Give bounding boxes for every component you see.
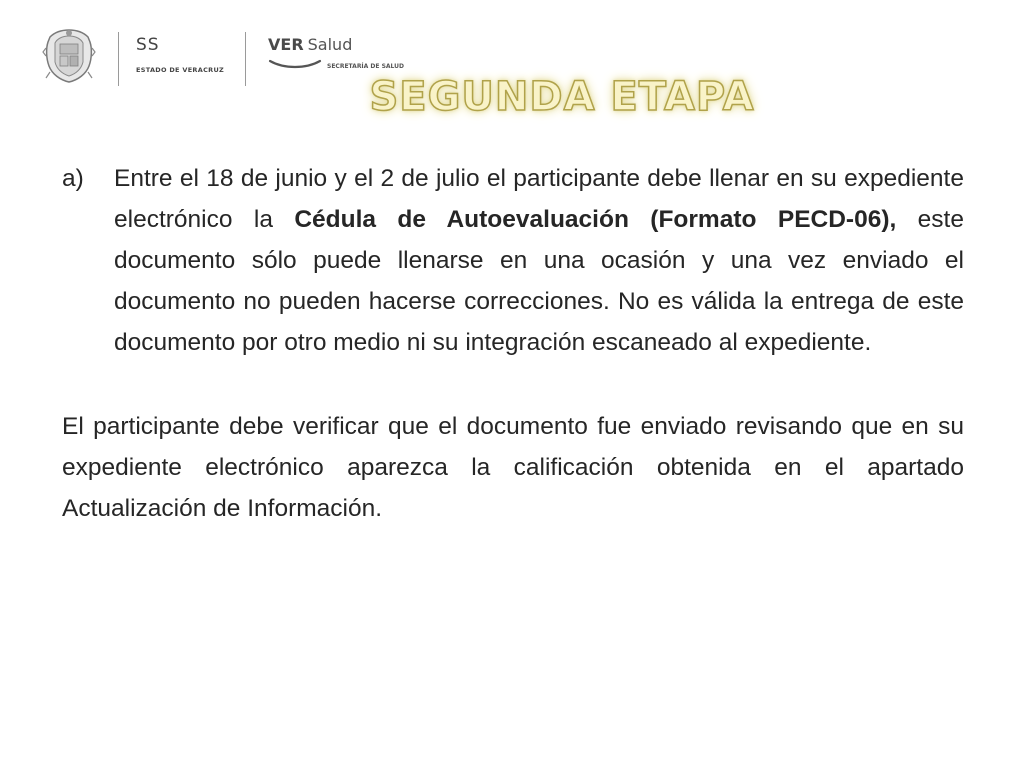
ver-salud-logo xyxy=(268,35,404,70)
slide-body xyxy=(62,158,964,529)
ss-logo xyxy=(136,36,224,74)
list-item-bold-text: Cédula de Autoevaluación (Formato PECD-06), xyxy=(294,206,897,233)
list-item-text xyxy=(114,165,964,356)
ss-logo-subtitle: ESTADO DE VERACRUZ xyxy=(136,66,225,74)
list-item xyxy=(62,158,964,363)
ss-logo-title: SS xyxy=(136,35,160,55)
ver-logo-strong: VER xyxy=(268,35,304,54)
list-item-text-part: Entre el 18 de junio y el 2 de julio el participante debe llenar en su expediente electrónico la xyxy=(114,165,964,233)
page-title: SEGUNDA ETAPA xyxy=(369,74,755,120)
ver-salud-logo-title xyxy=(268,36,398,54)
ver-logo-light: Salud xyxy=(307,35,353,54)
list-marker: a) xyxy=(62,165,84,192)
swoosh-icon xyxy=(268,58,324,70)
list-item-text-part: este documento sólo puede llenarse en una ocasión y una vez enviado el documento no pueden hacerse correcciones. No es válida la entrega de este documento por otro medio ni su integración escaneado al expediente. xyxy=(114,206,964,356)
body-paragraph: El participante debe verificar que el documento fue enviado revisando que en su expediente electrónico aparezca la calificación obtenida en el apartado Actualización de Información. xyxy=(62,413,964,522)
ver-salud-logo-subtitle: SECRETARÍA DE SALUD xyxy=(327,63,404,70)
